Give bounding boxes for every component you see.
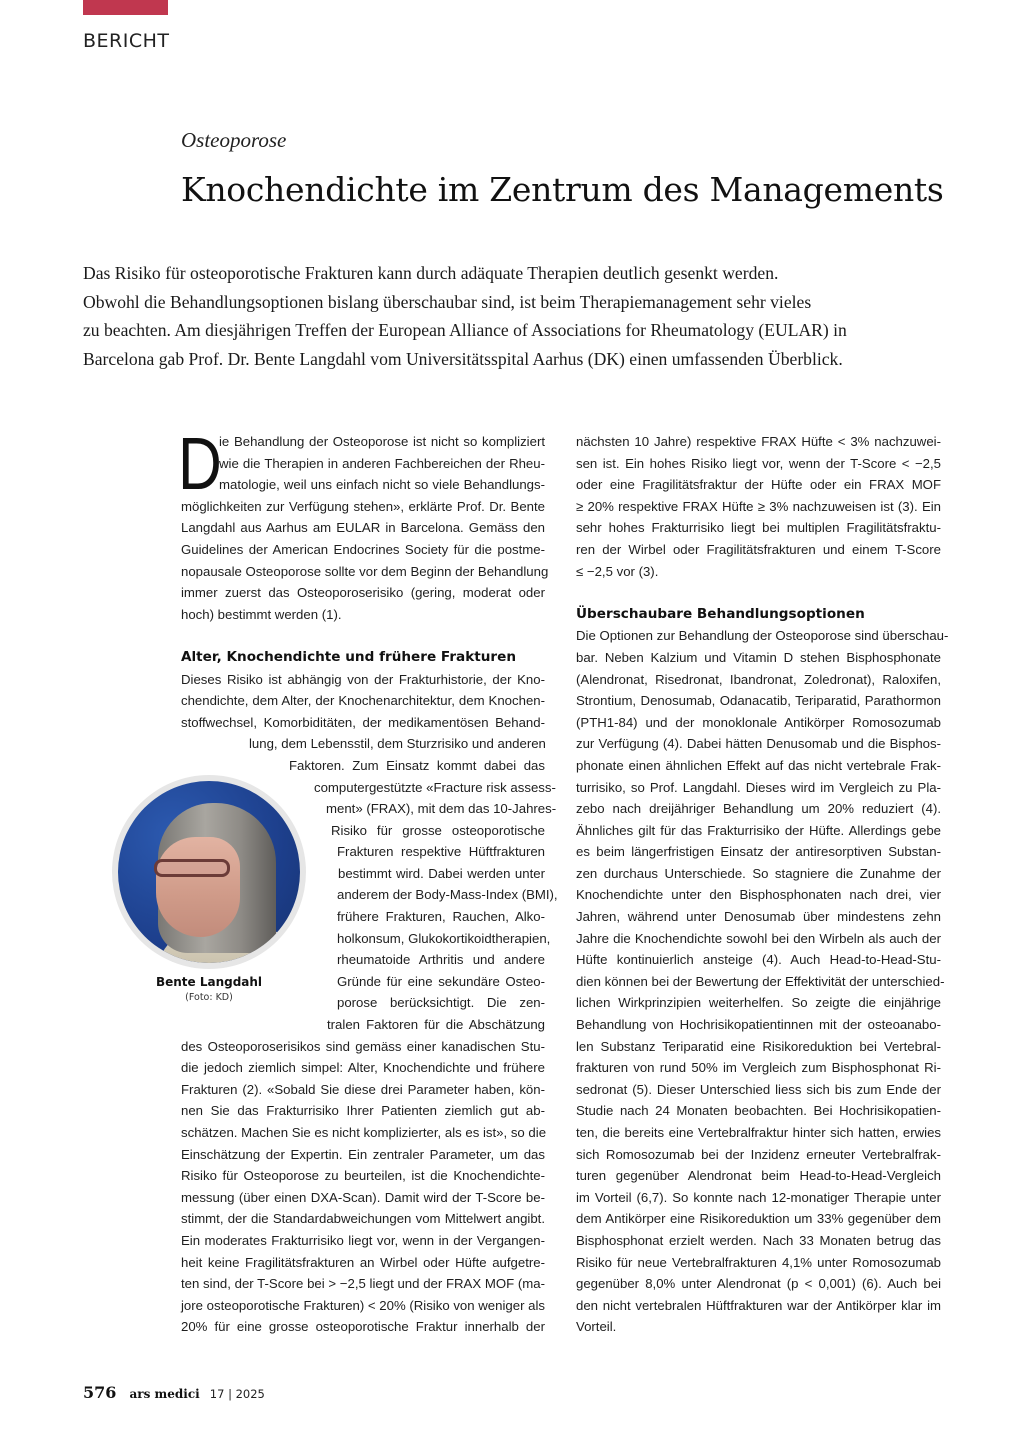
text-line: messung (über einen DXA-Scan). Damit wird der T-Score be-: [181, 1189, 545, 1205]
drop-cap: D: [178, 422, 222, 505]
text-line: Frakturen respektive Hüftfrakturen: [337, 844, 545, 860]
right-column: [576, 431, 949, 1338]
text-line: ment» (FRAX), mit dem das 10-Jahres-: [326, 801, 557, 817]
text-line: (Alendronat, Risedronat, Ibandronat, Zoledronat), Raloxifen,: [576, 671, 941, 687]
text-line: holkonsum, Glukokortikoidtherapien,: [337, 930, 551, 946]
text-line: (PTH1-84) und der monoklonale Antikörper Romosozumab: [576, 714, 941, 730]
text-line: Risiko für neue Vertebralfrakturen 4,1% unter Romosozumab: [576, 1254, 941, 1270]
text-line: len Substanz Teriparatid eine Risikoreduktion bei Vertebral-: [576, 1038, 941, 1054]
issue-number: 17 | 2025: [209, 1387, 265, 1401]
text-line: phonate einen ähnlichen Effekt auf das nicht vertebrale Frak-: [576, 757, 941, 773]
text-line: Einschätzung der Expertin. Ein zentraler Parameter, um das: [181, 1146, 545, 1162]
text-line: im Vorteil (6,7). So konnte nach 12-monatiger Therapie unter: [576, 1189, 941, 1205]
text-line: es beim längerfristigen Einsatz der antiresorptiven Substan-: [576, 844, 941, 860]
text-line: lung, dem Lebensstil, dem Sturzrisiko und anderen: [249, 736, 546, 752]
text-line: frühere Frakturen, Rauchen, Alko-: [337, 909, 545, 925]
text-line: ren der Wirbel oder Fragilitätsfrakturen und einem T-Score: [576, 541, 941, 557]
article-kicker: Osteoporose: [181, 128, 287, 152]
text-line: jore osteoporotische Frakturen) < 20% (Risiko von weniger als: [181, 1297, 545, 1313]
text-line: rheumatoide Arthritis und andere: [337, 952, 545, 968]
text-line: bar. Neben Kalzium und Vitamin D stehen Bisphosphonate: [576, 649, 941, 665]
text-line: Frakturen (2). «Sobald Sie diese drei Parameter haben, kön-: [181, 1081, 545, 1097]
lead-line: Barcelona gab Prof. Dr. Bente Langdahl vom Universitätsspital Aarhus (DK) einen umfassenden Überblick.: [83, 348, 843, 369]
page-footer: [83, 1383, 265, 1402]
text-line: stimmt, der die Standardabweichungen vom Mittelwert angibt.: [181, 1211, 545, 1227]
text-line: 20% für eine grosse osteoporotische Fraktur innerhalb der: [181, 1319, 545, 1335]
text-line: sedronat (5). Dieser Unterschied liess sich bis zum Ende der: [576, 1081, 941, 1097]
journal-name: ars medici: [129, 1387, 200, 1401]
text-line: sehr hohes Frakturrisiko liegt bei multiplen Fragilitätsfraktu-: [576, 520, 941, 536]
text-line: Strontium, Denosumab, Odanacatib, Teriparatid, Parathormon: [576, 693, 941, 709]
text-line: frakturen von rund 50% im Vergleich zum Bisphosphonat Ri-: [576, 1060, 941, 1076]
text-line: schätzen. Machen Sie es nicht komplizierter, als es ist», so die: [181, 1125, 547, 1140]
text-line: dien können bei der Bewertung der Effektivität der unterschied-: [576, 973, 945, 989]
lead-line: Das Risiko für osteoporotische Frakturen kann durch adäquate Therapien deutlich gesenkt werden.: [83, 263, 779, 283]
text-line: Jahre die Knochendichte sowohl bei den Wirbeln als auch der: [576, 930, 941, 946]
lead-line: Obwohl die Behandlungsoptionen bislang überschaubar sind, ist beim Therapiemanagement sehr vieles: [83, 291, 812, 312]
text-line: porose berücksichtigt. Die zen-: [337, 995, 545, 1011]
text-line: turrisiko, so Prof. Langdahl. Dieses wird im Vergleich zu Pla-: [576, 779, 941, 795]
text-line: Studie nach 24 Monaten beobachten. Bei Hochrisikopatien-: [576, 1103, 941, 1119]
glasses-shape: [154, 859, 230, 877]
text-line: Jahren, während unter Denosumab über mindestens zehn: [576, 909, 941, 925]
text-line: des Osteoporoserisikos sind gemäss einer kanadischen Stu-: [181, 1038, 545, 1054]
text-line: zen durchaus Unterschiede. So stagniere die Zunahme der: [576, 865, 941, 881]
text-line: dem Antikörper eine Risikoreduktion um 33% gegenüber dem: [576, 1211, 941, 1227]
text-line: Ähnliches gilt für das Frakturrisiko der Hüfte. Allerdings gebe: [576, 822, 941, 838]
text-line: stoffwechsel, Komorbiditäten, der medikamentösen Behand-: [181, 714, 545, 730]
text-line: heit keine Fragilitätsfrakturen an Wirbel oder Hüfte aufgetre-: [181, 1254, 545, 1270]
text-line: Langdahl aus Aarhus am EULAR in Barcelona. Gemäss den: [181, 520, 545, 536]
text-line: tralen Faktoren für die Abschätzung: [327, 1017, 545, 1033]
text-line: ≤ −2,5 vor (3).: [576, 563, 659, 579]
continued-paragraph: [576, 431, 941, 582]
text-line: gegenüber 8,0% unter Alendronat (p < 0,001) (6). Auch bei: [576, 1276, 941, 1292]
text-line: Dieses Risiko ist abhängig von der Frakturhistorie, der Kno-: [181, 671, 545, 687]
text-line: Knochendichte unter den Bisphosphonaten nach drei, vier: [576, 887, 941, 903]
text-line: ten sind, der T-Score bei > −2,5 liegt und der FRAX MOF (ma-: [181, 1276, 545, 1292]
text-line: den nicht vertebralen Hüftfrakturen war der Antikörper klar im: [576, 1297, 941, 1313]
text-line: nächsten 10 Jahre) respektive FRAX Hüfte < 3% nachzuwei-: [576, 434, 941, 449]
text-line: nen Sie das Frakturrisiko Ihrer Patienten ziemlich gut ab-: [181, 1103, 545, 1119]
text-line: Die Optionen zur Behandlung der Osteoporose sind überschau-: [576, 628, 949, 644]
text-line: bestimmt wird. Dabei werden unter: [338, 865, 545, 881]
text-line: ≥ 20% respektive FRAX Hüfte ≥ 3% nachzuweisen ist (3). Ein: [576, 498, 941, 514]
photo-caption-name: Bente Langdahl: [155, 975, 263, 989]
text-line: die jedoch ziemlich simpel: Alter, Knochendichte und frühere: [181, 1060, 545, 1076]
text-line: Guidelines der American Endocrines Society für die postme-: [181, 541, 545, 557]
section-label: BERICHT: [83, 30, 170, 52]
text-line: computergestützte «Fracture risk assess-: [314, 779, 556, 795]
text-line: möglichkeiten zur Verfügung stehen», erklärte Prof. Dr. Bente: [181, 498, 545, 514]
subheading: Alter, Knochendichte und frühere Frakturen: [181, 648, 517, 665]
text-line: ten, die bereits eine Vertebralfraktur hinter sich hatten, erwies: [576, 1125, 941, 1140]
subheading: Überschaubare Behandlungsoptionen: [576, 605, 865, 622]
text-line: matologie, weil uns einfach nicht so viele Behandlungs-: [219, 477, 545, 493]
section-1-paragraph: [181, 669, 558, 1338]
intro-paragraph: [178, 422, 549, 625]
text-line: Ein moderates Frakturrisiko liegt vor, wenn in der Vergangen-: [181, 1232, 545, 1248]
text-line: Risiko für Osteoporose zu beurteilen, ist die Knochendichte-: [181, 1168, 545, 1184]
text-line: sen ist. Ein hohes Risiko liegt vor, wenn der T-Score < −2,5: [576, 455, 941, 471]
portrait-photo: [118, 781, 300, 963]
photo-caption-credit: (Foto: KD): [185, 992, 233, 1003]
text-line: immer zuerst das Osteoporoserisiko (gering, moderat oder: [181, 585, 545, 601]
text-line: Risiko für grosse osteoporotische: [331, 822, 545, 838]
text-line: anderem der Body-Mass-Index (BMI),: [337, 887, 558, 903]
text-line: zur Verfügung (4). Dabei hätten Denusomab und die Bisphos-: [576, 736, 941, 752]
text-line: nopausale Osteoporose sollte vor dem Beginn der Behandlung: [181, 563, 549, 579]
lead-line: zu beachten. Am diesjährigen Treffen der European Alliance of Associations for Rheumatology (EULAR) in: [83, 320, 847, 341]
author-portrait: [112, 775, 306, 969]
section-2-paragraph: [576, 625, 949, 1338]
text-line: chendichte, dem Alter, der Knochenarchitektur, dem Knochen-: [181, 693, 545, 709]
section-accent-bar: [83, 0, 168, 15]
text-line: wie die Therapien in anderen Fachbereichen der Rheu-: [219, 455, 545, 471]
text-line: Gründe für eine sekundäre Osteo-: [337, 973, 545, 989]
text-line: Hüfte kontinuierlich ansteige (4). Auch Head-to-Head-Stu-: [576, 952, 941, 968]
text-line: Faktoren. Zum Einsatz kommt dabei das: [289, 757, 545, 773]
text-line: oder eine Fragilitätsfraktur der Hüfte oder ein FRAX MOF: [576, 477, 941, 493]
page-number: 576: [83, 1383, 117, 1402]
article-lead: [83, 259, 943, 373]
text-line: hoch) bestimmt werden (1).: [181, 606, 342, 622]
text-line: ie Behandlung der Osteoporose ist nicht so kompliziert: [219, 434, 545, 449]
text-line: sich Romosozumab bei der Inzidenz erneuter Vertebralfrak-: [576, 1146, 941, 1162]
text-line: turen gegenüber Alendronat beim Head-to-Head-Vergleich: [576, 1168, 941, 1184]
text-line: zebo nach dreijähriger Behandlung um 20% reduziert (4).: [576, 801, 941, 817]
text-line: lichen Wirkprinzipien weiterhelfen. So zeigte die einjährige: [576, 995, 941, 1011]
text-line: Bisphosphonat erzielt werden. Nach 33 Monaten betrug das: [576, 1232, 941, 1248]
text-line: Vorteil.: [576, 1319, 617, 1335]
text-line: Behandlung von Hochrisikopatientinnen mit der osteoanabo-: [576, 1017, 941, 1033]
article-title: Knochendichte im Zentrum des Managements: [181, 170, 944, 209]
